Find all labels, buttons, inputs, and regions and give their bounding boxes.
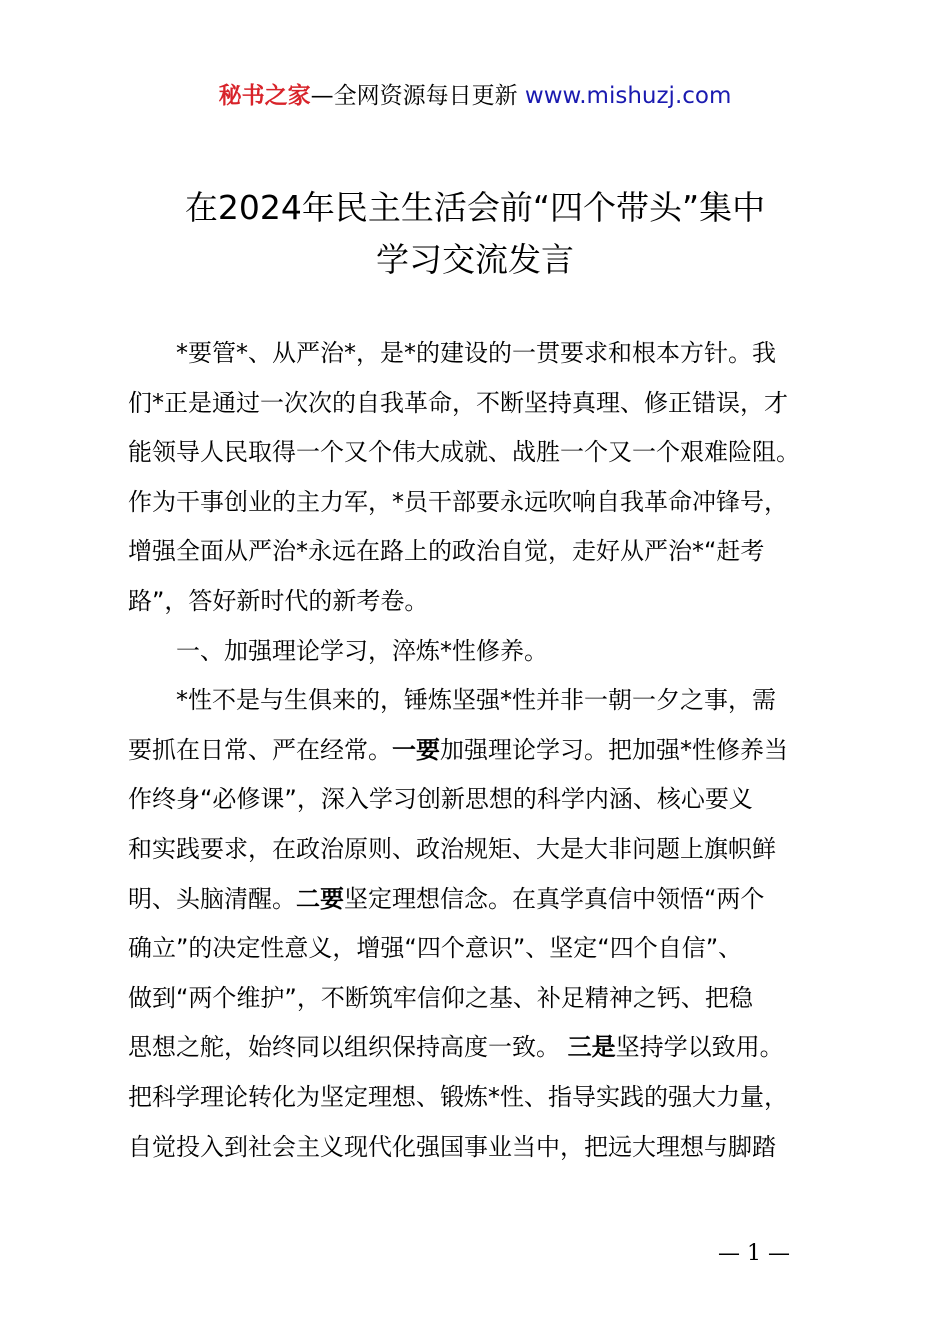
text-run: 明、头脑清醒。 (128, 884, 296, 913)
site-slogan: —全网资源每日更新 (310, 83, 518, 109)
site-header (0, 80, 950, 112)
paragraph-1-line: 作为干事创业的主力军，*员干部要永远吹响自我革命冲锋号， (128, 487, 788, 516)
paragraph-2-line: *性不是与生俱来的，锤炼坚强*性并非一朝一夕之事，需 (176, 686, 776, 715)
bold-keyword: 一要 (392, 735, 440, 764)
paragraph-2-line: 做到“两个维护”，不断筑牢信仰之基、补足精神之钙、把稳 (128, 983, 753, 1012)
title-line-2: 学习交流发言 (376, 240, 574, 279)
title-line-1: 在2024年民主生活会前“四个带头”集中 (184, 188, 766, 227)
paragraph-2-line (128, 875, 834, 925)
paragraph-2-line: 作终身“必修课”，深入学习创新思想的科学内涵、核心要义 (128, 785, 753, 814)
text-run: 坚持学以致用。 (615, 1033, 784, 1062)
site-brand: 秘书之家 (218, 83, 311, 109)
text-run: 加强理论学习。把加强*性修养当 (440, 735, 788, 764)
text-run: 要抓在日常、严在经常。 (128, 735, 392, 764)
document-title (60, 182, 890, 286)
bold-keyword: 二要 (296, 884, 344, 913)
section-heading-1: 一、加强理论学习，淬炼*性修养。 (176, 636, 548, 665)
paragraph-2-line: 和实践要求，在政治原则、政治规矩、大是大非问题上旗帜鲜 (128, 834, 776, 863)
paragraph-2-line (128, 726, 834, 776)
paragraph-1-line: 能领导人民取得一个又个伟大成就、战胜一个又一个艰难险阻。 (128, 438, 800, 467)
paragraph-1-line: 路”，答好新时代的新考卷。 (128, 586, 429, 615)
paragraph-2-line (128, 1023, 834, 1073)
paragraph-1-line: 们*正是通过一次次的自我革命，不断坚持真理、修正错误，才 (128, 388, 788, 417)
document-body (128, 329, 834, 1172)
paragraph-2-line: 自觉投入到社会主义现代化强国事业当中，把远大理想与脚踏 (128, 1132, 776, 1161)
paragraph-1-line: 增强全面从严治*永远在路上的政治自觉，走好从严治*“赶考 (128, 537, 765, 566)
paragraph-2-line: 把科学理论转化为坚定理想、锻炼*性、指导实践的强大力量， (128, 1082, 788, 1111)
page-number: — 1 — (718, 1241, 790, 1266)
text-run: 坚定理想信念。在真学真信中领悟“两个 (344, 884, 765, 913)
site-url-link[interactable]: www.mishuzj.com (524, 83, 732, 109)
paragraph-2-line: 确立”的决定性意义，增强“四个意识”、坚定“四个自信”、 (128, 934, 743, 963)
text-run: 思想之舵，始终同以组织保持高度一致。 (128, 1033, 560, 1062)
paragraph-1-line: *要管*、从严治*，是*的建设的一贯要求和根本方针。我 (176, 339, 776, 367)
bold-keyword: 三是 (567, 1033, 616, 1062)
